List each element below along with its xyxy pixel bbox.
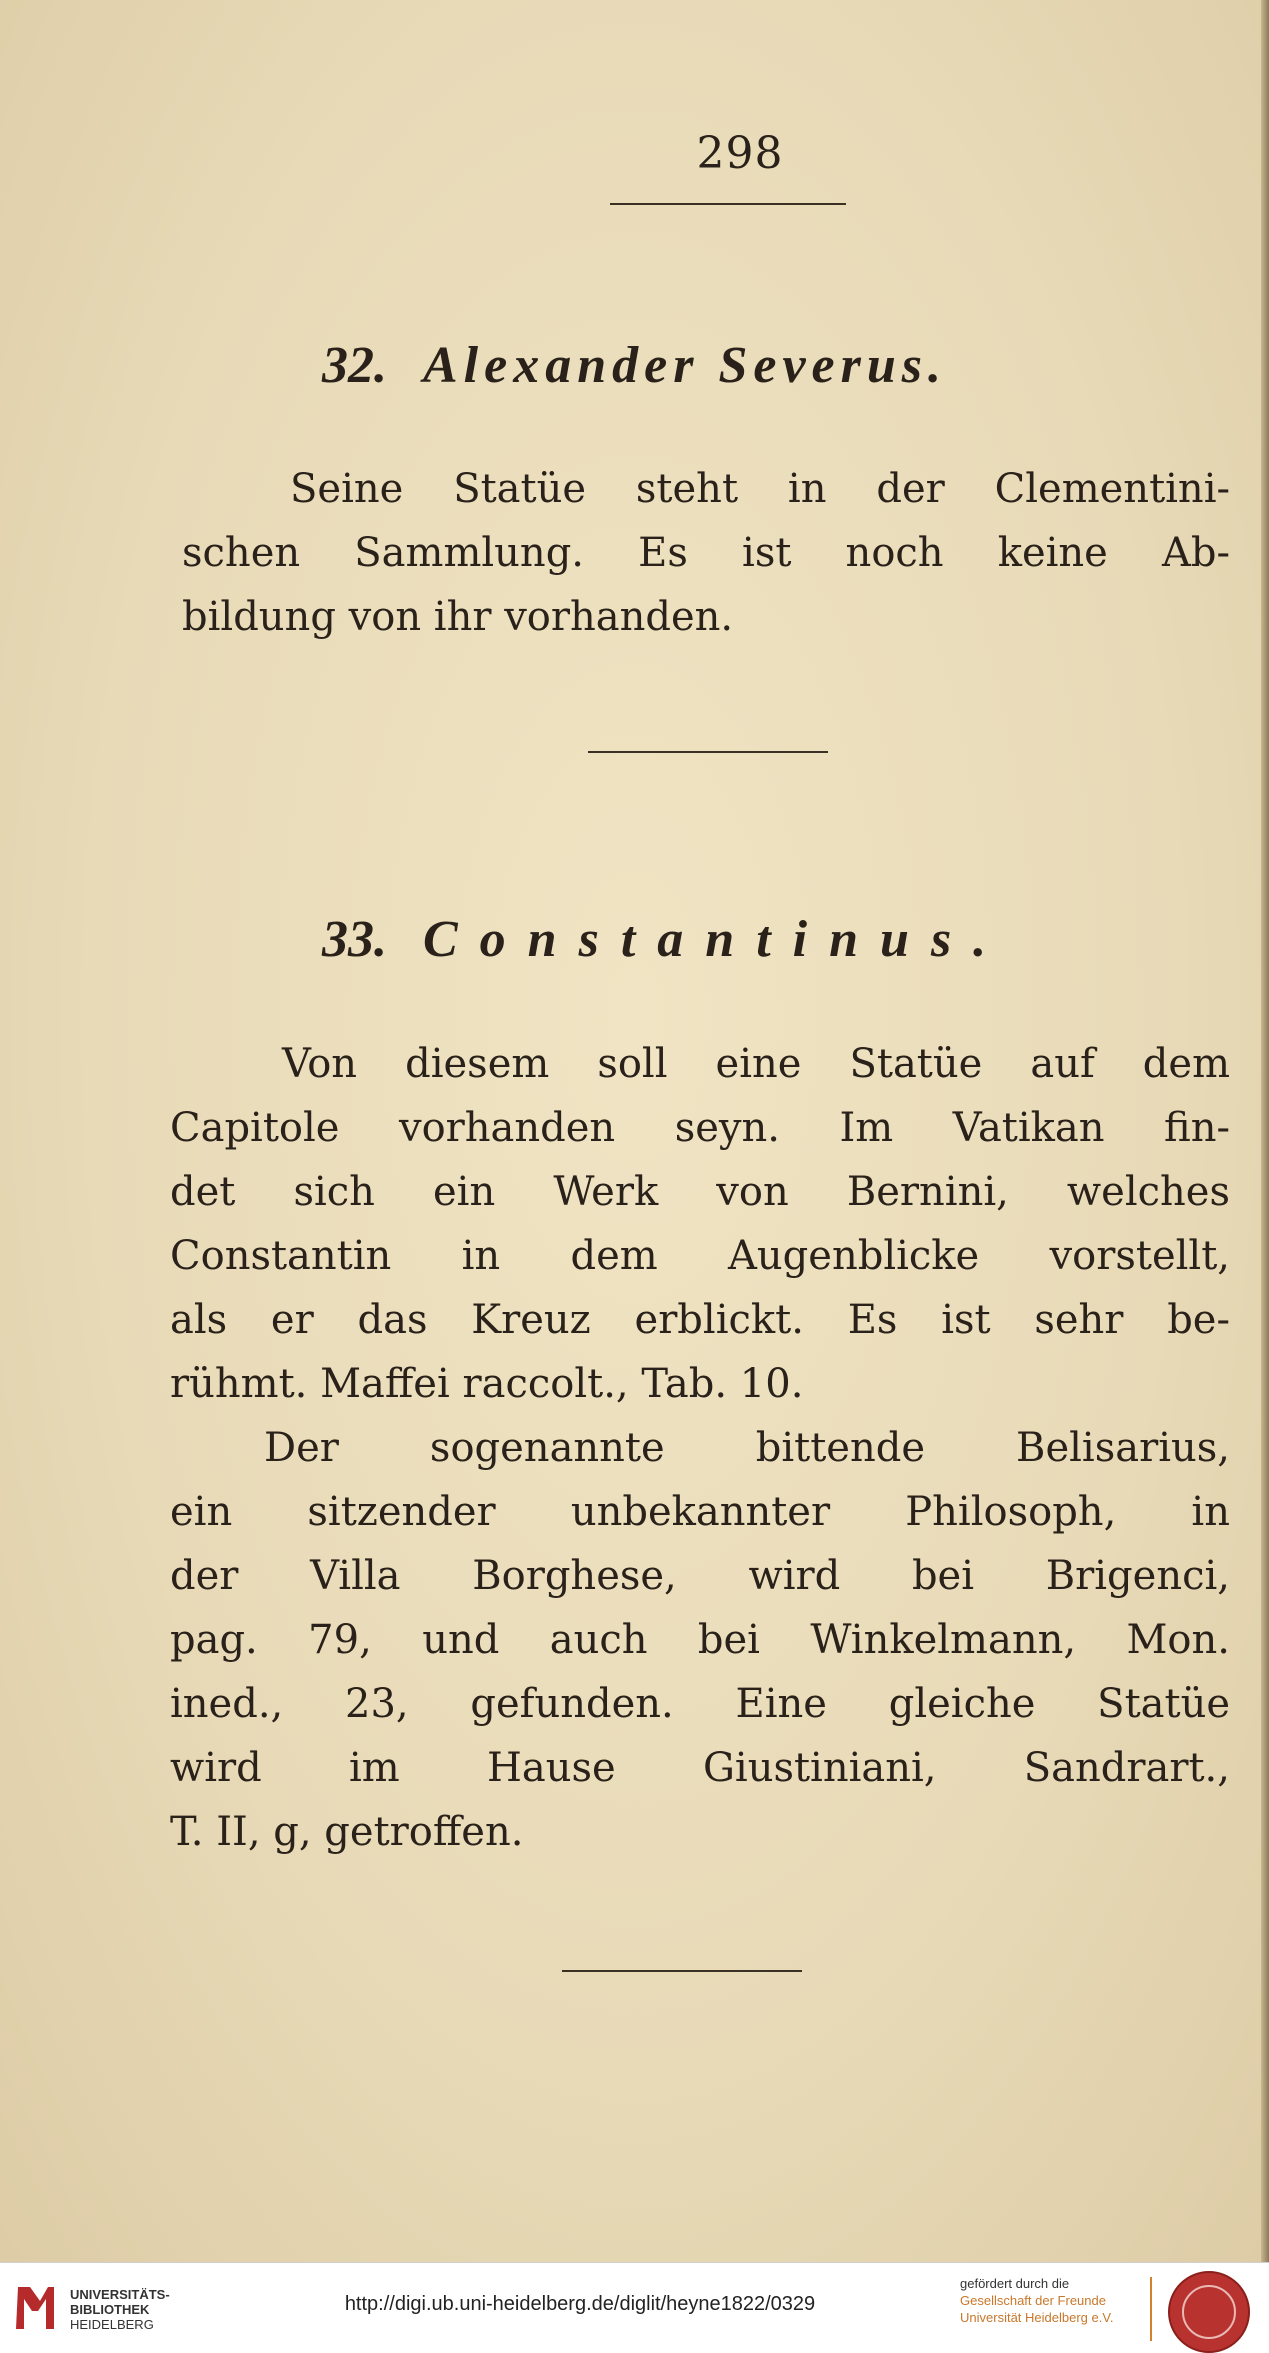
section-title: Alexander Severus. — [423, 337, 947, 394]
text-line: Capitole vorhanden seyn. Im Vatikan fin- — [170, 1105, 1230, 1151]
text-line: Von diesem soll eine Statüe auf dem — [282, 1041, 1230, 1087]
section-title: Constantinus. — [423, 911, 1009, 968]
text-line: rühmt. Maffei raccolt., Tab. 10. — [170, 1361, 804, 1407]
footer-divider — [1150, 2277, 1152, 2341]
text-line: Constantin in dem Augenblicke vorstellt, — [170, 1233, 1230, 1279]
section-divider — [588, 751, 828, 753]
section-32-heading — [322, 336, 947, 395]
page-number: 298 — [696, 128, 784, 179]
sponsor-block: gefördert durch die Gesellschaft der Freunde Universität Heidelberg e.V. — [960, 2276, 1114, 2325]
text-line: det sich ein Werk von Bernini, welches — [170, 1169, 1230, 1215]
text-line: als er das Kreuz erblickt. Es ist sehr be- — [170, 1297, 1230, 1343]
permalink-url[interactable]: http://digi.ub.uni-heidelberg.de/diglit/heyne1822/0329 — [344, 2293, 816, 2315]
section-number: 33. — [322, 911, 387, 968]
text-line: wird im Hause Giustiniani, Sandrart., — [170, 1745, 1230, 1791]
text-line: der Villa Borghese, wird bei Brigenci, — [170, 1553, 1230, 1599]
library-name: UNIVERSITÄTS- BIBLIOTHEK HEIDELBERG — [70, 2287, 170, 2332]
text-line: ein sitzender unbekannter Philosoph, in — [170, 1489, 1230, 1535]
section-32-paragraph — [182, 457, 1230, 649]
text-line: Der sogenannte bittende Belisarius, — [264, 1425, 1230, 1471]
text-line: bildung von ihr vorhanden. — [182, 594, 734, 640]
text-line: pag. 79, und auch bei Winkelmann, Mon. — [170, 1617, 1230, 1663]
text-line: ined., 23, gefunden. Eine gleiche Statüe — [170, 1681, 1230, 1727]
footer-bar — [0, 2262, 1269, 2353]
section-number: 32. — [322, 337, 387, 394]
section-33-heading — [322, 910, 1008, 969]
text-line: Seine Statüe steht in der Clementini- — [290, 466, 1230, 512]
end-divider — [562, 1970, 802, 1972]
library-logo-icon — [10, 2281, 56, 2335]
text-line: T. II, g, getroffen. — [170, 1809, 524, 1855]
text-line: schen Sammlung. Es ist noch keine Ab- — [182, 530, 1230, 576]
section-33-paragraph-2 — [170, 1416, 1230, 1864]
header-rule — [610, 203, 846, 205]
section-33-paragraph-1 — [170, 1032, 1230, 1416]
university-seal-icon — [1168, 2271, 1250, 2353]
page-edge — [1261, 0, 1269, 2262]
